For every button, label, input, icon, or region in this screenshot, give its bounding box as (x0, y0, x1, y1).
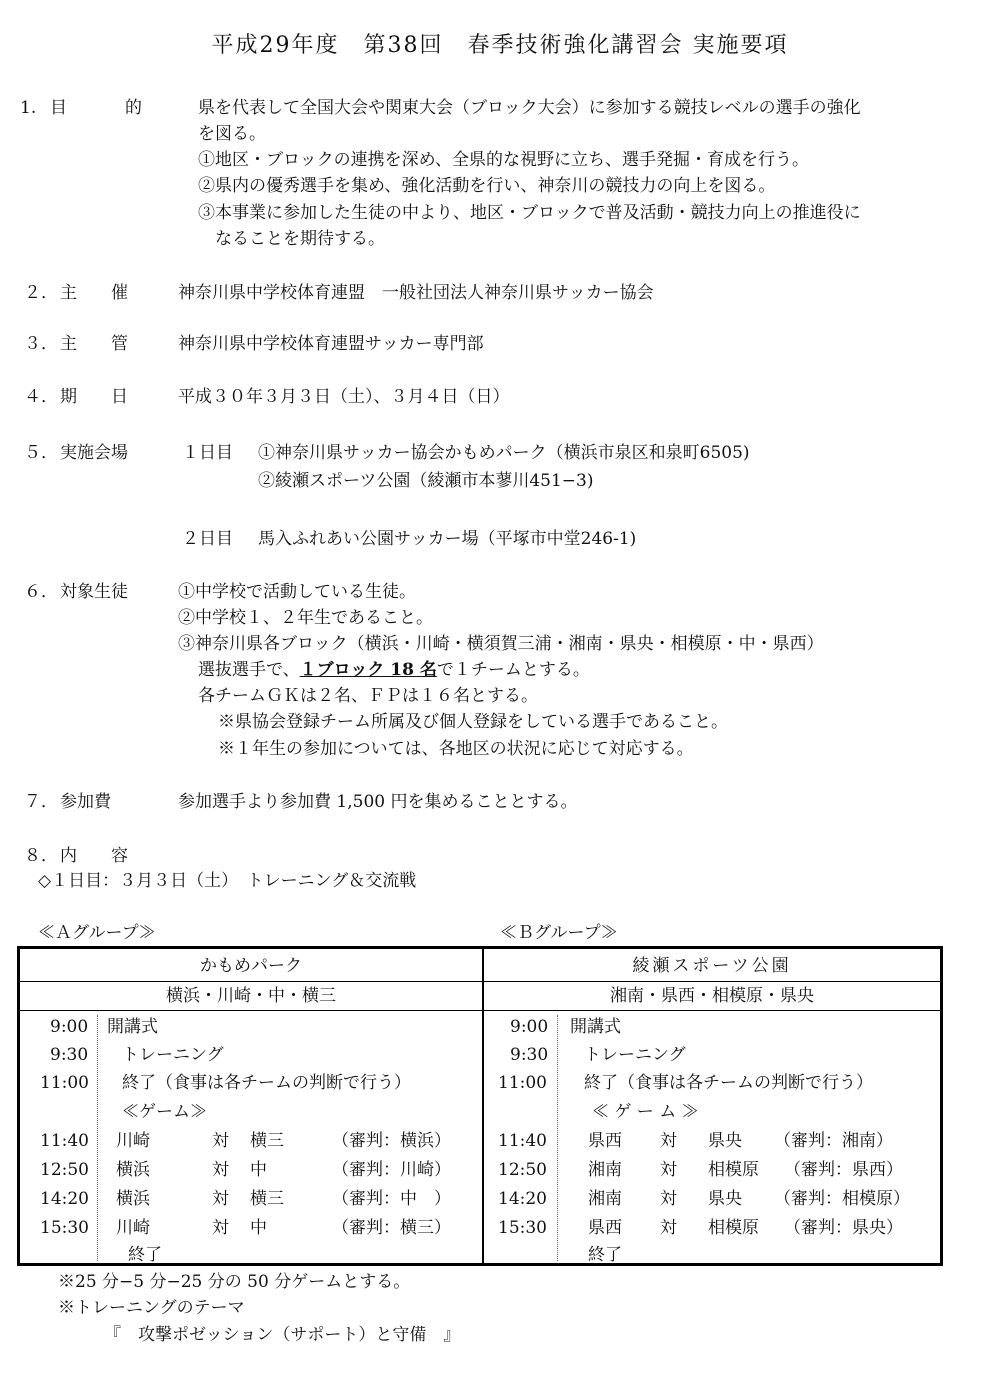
game-away-team: 県央 (708, 1189, 742, 1209)
section-2-number: ２． (24, 283, 58, 303)
game-vs: 対 (660, 1218, 677, 1238)
section-5-label: 実施会場 (60, 443, 128, 463)
game-vs: 対 (660, 1160, 677, 1180)
game-referee: （審判：湘南） (774, 1131, 893, 1151)
game-time: 14:20 (498, 1189, 547, 1209)
schedule-end: 終了 (128, 1245, 162, 1265)
section-1-line: ①地区・ブロックの連携を深め、全県的な視野に立ち、選手発掘・育成を行う。 (198, 150, 809, 170)
game-vs: 対 (660, 1189, 677, 1209)
section-4-text: 平成３０年３月３日（土）、３月４日（日） (178, 387, 510, 407)
section-2-label: 主 催 (60, 283, 128, 303)
group-a-teams: 横浜・川崎・中・横三 (166, 986, 336, 1006)
schedule-item: 終了（食事は各チームの判断で行う） (584, 1073, 873, 1093)
schedule-time: 9:00 (50, 1017, 89, 1037)
section-1-label: 目 的 (50, 98, 150, 118)
game-referee: （審判：横浜） (332, 1131, 451, 1151)
section-3-number: ３． (24, 334, 58, 354)
section-1-line: ③本事業に参加した生徒の中より、地区・ブロックで普及活動・競技力向上の推進役に (198, 203, 861, 223)
game-away-team: 中 (250, 1160, 267, 1180)
section-7-label: 参加費 (60, 792, 111, 812)
section-3-text: 神奈川県中学校体育連盟サッカー専門部 (178, 334, 484, 354)
section-6-line: ③神奈川県各ブロック（横浜・川崎・横須賀三浦・湘南・県央・相模原・中・県西） (178, 634, 824, 654)
game-vs: 対 (212, 1160, 229, 1180)
time-column-guide (97, 1015, 98, 1261)
group-b-caption: ≪Ｂグループ≫ (500, 923, 618, 943)
time-column-guide (557, 1015, 558, 1261)
game-away-team: 中 (250, 1218, 267, 1238)
section-6-number: ６． (24, 582, 58, 602)
section-8-subheading: ◇１日目：３月３日（土） トレーニング＆交流戦 (38, 871, 417, 891)
schedule-table (17, 946, 943, 1266)
section-4-number: ４． (24, 387, 58, 407)
note-game-length: ※25 分−5 分−25 分の 50 分ゲームとする。 (58, 1272, 411, 1292)
game-away-team: 相模原 (708, 1218, 759, 1238)
game-away-team: 県央 (708, 1131, 742, 1151)
schedule-time: 11:00 (498, 1073, 547, 1093)
game-home-team: 横浜 (116, 1189, 150, 1209)
game-time: 15:30 (498, 1218, 547, 1238)
game-away-team: 横三 (250, 1189, 284, 1209)
game-time: 11:40 (498, 1131, 547, 1151)
section-8-label: 内 容 (60, 846, 128, 866)
game-away-team: 相模原 (708, 1160, 759, 1180)
section-4-label: 期 日 (60, 387, 128, 407)
group-a-caption: ≪Ａグループ≫ (38, 923, 156, 943)
section-6-note: ※県協会登録チーム所属及び個人登録をしている選手であること。 (218, 712, 728, 732)
row-divider (20, 981, 940, 982)
game-vs: 対 (660, 1131, 677, 1151)
section-1-line: を図る。 (198, 124, 266, 144)
schedule-item: トレーニング (122, 1045, 224, 1065)
section-1-line: ②県内の優秀選手を集め、強化活動を行い、神奈川の競技力の向上を図る。 (198, 176, 776, 196)
schedule-time: 9:00 (510, 1017, 549, 1037)
schedule-item: 開講式 (570, 1017, 621, 1037)
schedule-time: 9:30 (510, 1045, 549, 1065)
game-away-team: 横三 (250, 1131, 284, 1151)
section-8-number: ８． (24, 846, 58, 866)
group-a-venue: かもめパーク (200, 956, 302, 976)
game-home-team: 湘南 (588, 1160, 622, 1180)
game-time: 12:50 (498, 1160, 547, 1180)
section-6-line: 各チームＧＫは２名、ＦＰは１６名とする。 (198, 686, 538, 706)
section-2-text: 神奈川県中学校体育連盟 一般社団法人神奈川県サッカー協会 (178, 283, 654, 303)
game-time: 14:20 (40, 1189, 89, 1209)
section-6-label: 対象生徒 (60, 582, 128, 602)
schedule-time: 9:30 (50, 1045, 89, 1065)
game-heading: ≪ゲーム≫ (122, 1102, 207, 1122)
schedule-item: トレーニング (584, 1045, 686, 1065)
section-6-line: ①中学校で活動している生徒。 (178, 582, 416, 602)
game-time: 11:40 (40, 1131, 89, 1151)
section-6-line: ②中学校１、２年生であること。 (178, 608, 433, 628)
section-5-day1: １日目 (182, 443, 233, 463)
game-home-team: 川崎 (116, 1218, 150, 1238)
block-quota-emphasis: １ブロック 18 名 (299, 660, 437, 680)
group-b-venue: 綾瀬スポーツ公園 (632, 956, 792, 976)
game-referee: （審判：横三） (332, 1218, 451, 1238)
game-heading: ≪ ゲ ー ム ≫ (592, 1102, 699, 1122)
game-referee: （審判：川崎） (332, 1160, 451, 1180)
game-vs: 対 (212, 1189, 229, 1209)
section-6-line-part: 選抜選手で、 (198, 660, 300, 680)
section-5-venue3: 馬入ふれあい公園サッカー場（平塚市中堂246-1) (258, 529, 637, 549)
row-divider (20, 1010, 940, 1011)
section-6-line (198, 660, 590, 680)
game-referee: （審判：中 ） (332, 1189, 451, 1209)
game-referee: （審判：相模原） (774, 1189, 910, 1209)
section-3-label: 主 管 (60, 334, 128, 354)
section-5-number: ５． (24, 443, 58, 463)
section-6-note: ※１年生の参加については、各地区の状況に応じて対応する。 (218, 739, 694, 759)
section-6-line-part: で１チームとする。 (436, 660, 590, 680)
game-home-team: 県西 (588, 1131, 622, 1151)
game-time: 15:30 (40, 1218, 89, 1238)
game-home-team: 湘南 (588, 1189, 622, 1209)
section-1-line: 県を代表して全国大会や関東大会（ブロック大会）に参加する競技レベルの選手の強化 (198, 98, 861, 118)
game-home-team: 川崎 (116, 1131, 150, 1151)
section-5-venue1: ①神奈川県サッカー協会かもめパーク（横浜市泉区和泉町6505) (258, 443, 750, 463)
section-1-line: なることを期待する。 (198, 229, 385, 249)
section-5-day2: ２日目 (182, 529, 233, 549)
game-home-team: 県西 (588, 1218, 622, 1238)
game-referee: （審判：県央） (784, 1218, 903, 1238)
schedule-end: 終了 (588, 1245, 622, 1265)
page-title: 平成29年度 第38回 春季技術強化講習会 実施要項 (211, 33, 789, 58)
section-7-text: 参加選手より参加費 1,500 円を集めることとする。 (178, 792, 578, 812)
game-vs: 対 (212, 1218, 229, 1238)
section-1-number: 1. (20, 98, 37, 118)
note-training-theme-label: ※トレーニングのテーマ (58, 1298, 245, 1318)
schedule-item: 終了（食事は各チームの判断で行う） (122, 1073, 411, 1093)
game-vs: 対 (212, 1131, 229, 1151)
section-5-venue2: ②綾瀬スポーツ公園（綾瀬市本蓼川451−3) (258, 471, 594, 491)
group-b-teams: 湘南・県西・相模原・県央 (610, 986, 814, 1006)
schedule-time: 11:00 (40, 1073, 89, 1093)
schedule-item: 開講式 (107, 1017, 158, 1037)
game-referee: （審判：県西） (784, 1160, 903, 1180)
game-time: 12:50 (40, 1160, 89, 1180)
section-7-number: ７． (24, 792, 58, 812)
note-training-theme: 『 攻撃ポゼッション（サポート）と守備 』 (104, 1325, 461, 1345)
game-home-team: 横浜 (116, 1160, 150, 1180)
